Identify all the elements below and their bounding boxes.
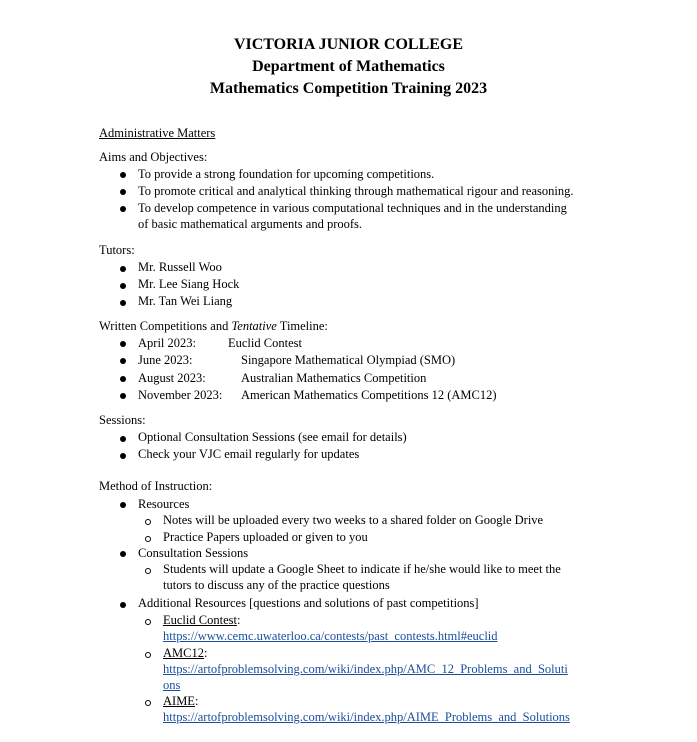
bullet-icon <box>120 602 126 608</box>
circle-bullet-icon <box>145 700 151 706</box>
program-title: Mathematics Competition Training 2023 <box>209 80 488 97</box>
bullet-icon <box>120 551 126 557</box>
circle-bullet-icon <box>145 568 151 574</box>
competitions-heading <box>99 318 328 335</box>
competition-date: April 2023: <box>138 336 196 350</box>
aims-item-continued: of basic mathematical arguments and proofs. <box>138 217 363 231</box>
competition-name: Australian Mathematics Competition <box>241 371 427 385</box>
competitions-heading-post: Timeline: <box>276 319 328 333</box>
aims-heading: Aims and Objectives: <box>99 150 208 164</box>
session-item: Check your VJC email regularly for updates <box>138 447 360 461</box>
aims-item: To provide a strong foundation for upcoming competitions. <box>138 167 435 181</box>
amc-label: AMC12 <box>163 646 204 660</box>
resources-sub-item: Notes will be uploaded every two weeks to a shared folder on Google Drive <box>163 513 544 527</box>
tutor-name: Mr. Lee Siang Hock <box>138 277 240 291</box>
competition-date: November 2023: <box>138 388 223 402</box>
consultation-sub-item-continued: tutors to discuss any of the practice questions <box>163 578 390 592</box>
department-title: Department of Mathematics <box>252 58 445 75</box>
amc-link-continued[interactable]: ons <box>163 678 181 692</box>
bullet-icon <box>120 172 126 178</box>
aime-link[interactable]: https://artofproblemsolving.com/wiki/index.php/AIME_Problems_and_Solutions <box>163 710 570 724</box>
circle-bullet-icon <box>145 519 151 525</box>
competitions-heading-pre: Written Competitions and <box>99 319 232 333</box>
resources-sub-item: Practice Papers uploaded or given to you <box>163 530 368 544</box>
competition-name: American Mathematics Competitions 12 (AMC12) <box>241 388 497 402</box>
euclid-label-line: Euclid Contest: <box>163 613 241 627</box>
bullet-icon <box>120 436 126 442</box>
euclid-label: Euclid Contest <box>163 613 237 627</box>
bullet-icon <box>120 189 126 195</box>
resources-label: Resources <box>138 497 190 511</box>
euclid-link[interactable]: https://www.cemc.uwaterloo.ca/contests/past_contests.html#euclid <box>163 629 498 643</box>
bullet-icon <box>120 300 126 306</box>
competitions-heading-emphasis: Tentative <box>231 319 277 333</box>
competition-name: Euclid Contest <box>228 336 302 350</box>
consultation-sub-item: Students will update a Google Sheet to indicate if he/she would like to meet the <box>163 562 561 576</box>
circle-bullet-icon <box>145 619 151 625</box>
tutor-name: Mr. Tan Wei Liang <box>138 294 233 308</box>
aims-item: To develop competence in various computational techniques and in the understanding <box>138 201 567 215</box>
bullet-icon <box>120 266 126 272</box>
bullet-icon <box>120 341 126 347</box>
competition-name: Singapore Mathematical Olympiad (SMO) <box>241 353 456 367</box>
bullet-icon <box>120 502 126 508</box>
sessions-heading: Sessions: <box>99 413 146 427</box>
aims-item: To promote critical and analytical thinking through mathematical rigour and reasoning. <box>138 184 574 198</box>
aime-label: AIME <box>163 694 195 708</box>
consultation-label: Consultation Sessions <box>138 546 249 560</box>
competition-date: August 2023: <box>138 371 206 385</box>
circle-bullet-icon <box>145 536 151 542</box>
bullet-icon <box>120 453 126 459</box>
additional-resources-label: Additional Resources [questions and solutions of past competitions] <box>138 596 479 610</box>
bullet-icon <box>120 376 126 382</box>
bullet-icon <box>120 393 126 399</box>
bullet-icon <box>120 206 126 212</box>
method-heading: Method of Instruction: <box>99 479 213 493</box>
tutor-name: Mr. Russell Woo <box>138 260 222 274</box>
admin-heading: Administrative Matters <box>99 126 216 140</box>
amc-label-line: AMC12: <box>163 646 208 660</box>
amc-link[interactable]: https://artofproblemsolving.com/wiki/index.php/AMC_12_Problems_and_Soluti <box>163 662 568 676</box>
college-title: VICTORIA JUNIOR COLLEGE <box>233 36 464 53</box>
tutors-heading: Tutors: <box>99 243 135 257</box>
bullet-icon <box>120 358 126 364</box>
aime-label-line: AIME: <box>163 694 199 708</box>
session-item: Optional Consultation Sessions (see email for details) <box>138 430 407 444</box>
bullet-icon <box>120 283 126 289</box>
circle-bullet-icon <box>145 652 151 658</box>
competition-date: June 2023: <box>138 353 193 367</box>
